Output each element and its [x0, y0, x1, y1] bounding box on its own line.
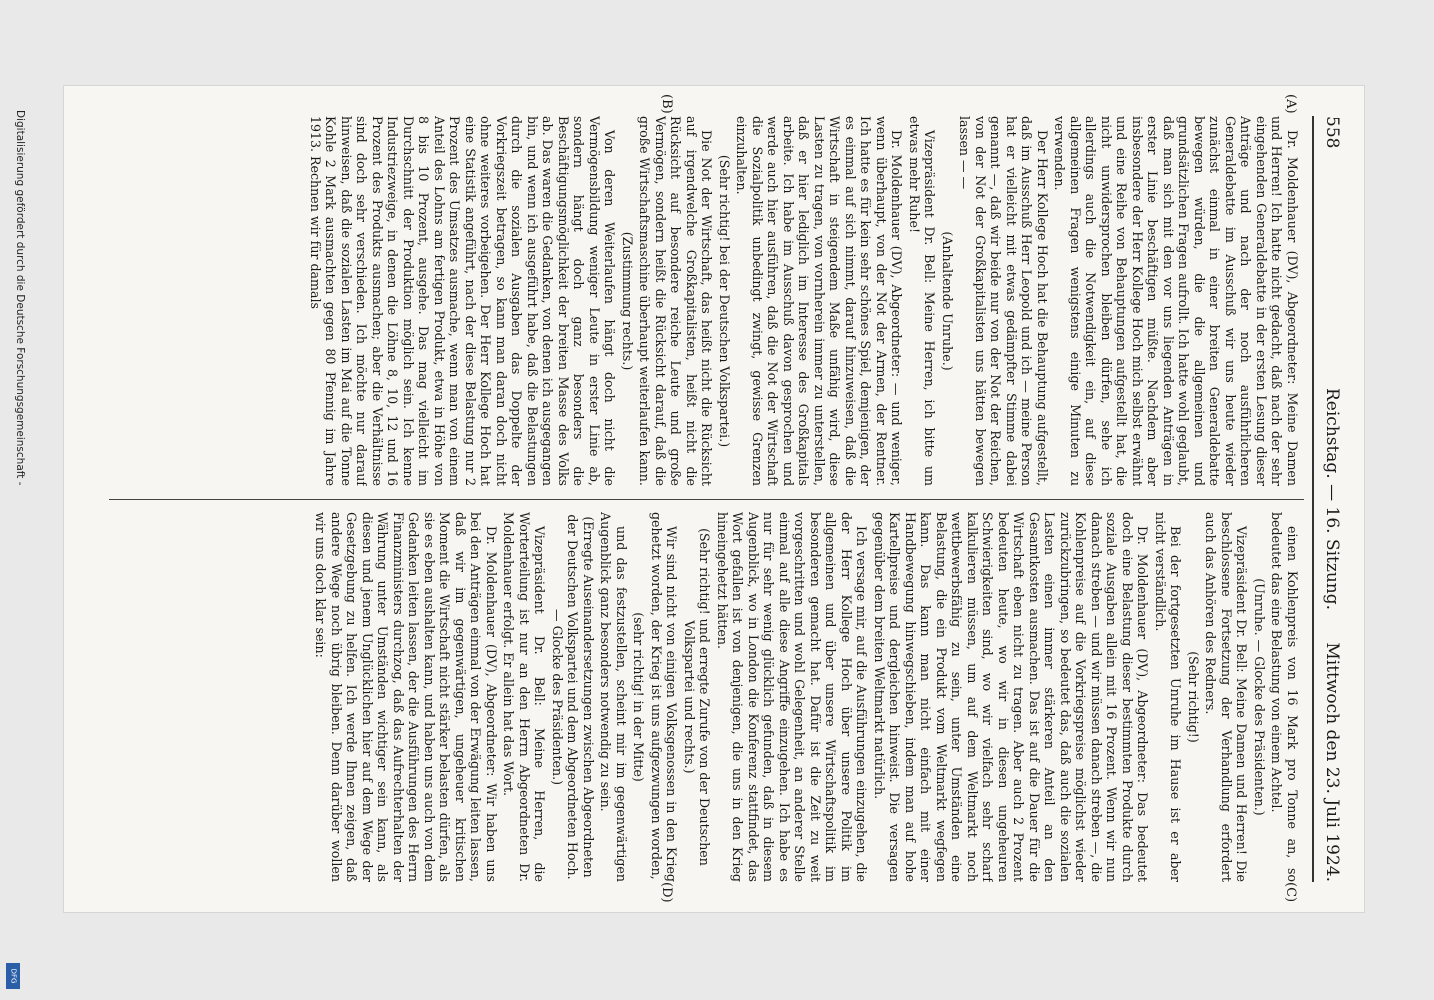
- interjection: (Anhaltende Unruhe.): [940, 231, 955, 371]
- left-column: [100, 116, 1300, 486]
- page-header: [1318, 116, 1346, 882]
- header-title: Reichstag. — 16. Sitzung.: [1322, 387, 1342, 611]
- page-number: 558: [1322, 116, 1342, 149]
- interjection: (Zustimmung rechts.): [620, 231, 635, 371]
- interjection: (sehr richtig! in der Mitte): [631, 612, 647, 782]
- paragraph: Vizepräsident Dr. Bell: Meine Damen und Herren! Die beschlossene Fortsetzung der Verhandlung erfordert auch das Anhören des Redners.: [1203, 512, 1250, 882]
- paragraph: Dr. Moldenhauer (DV), Abgeordneter: Wir haben uns bei den Anträgen einmal von der Erwägung leiten lassen, daß wir im gegenwärtigen, ungeheuer kritischen Moment die Wirtschaft nicht stärker belasten dürfen, als sie es eben aushalten kann, und haben uns auch von dem Gedanken leiten lassen, der die Ausführungen des Herrn Finanzministers durchzog, daß das Aufrechterhalten der Währung unter Umständen wichtiger sein kann, als diesen und jenem Unglücklichen hier auf dem Wege der Gesetzgebung zu helfen. Ich werde Ihnen zeigen, daß andere Wege noch übrig bleiben. Denn darüber wollen wir uns doch klar sein:: [313, 512, 499, 882]
- paragraph: Dr. Moldenhauer (DV), Abgeordneter: — und weniger, wenn überhaupt, von der Not der Armen, der Rentner. Ich hatte es für kein sehr schönes Spiel, demjenigen, der es einmal auf sich nimmt, darauf hinzuweisen, daß die Wirtschaft in steigendem Maße unfähig wird, diese Lasten zu tragen, von vornherein immer zu unterstellen, daß er hier lediglich im Interesse des Großkapitals arbeite. Ich habe im Ausschuß davon gesprochen und werde auch hier ausführen, daß die Not der Wirtschaft die Sozialpolitik unbedingt zwingt, gewisse Grenzen einzuhalten.: [734, 116, 905, 486]
- margin-mark-a: (A): [1283, 94, 1298, 114]
- paragraph: Dr. Moldenhauer (DV), Abgeordneter: Das bedeutet doch eine Belastung dieser bestimmten Produkte durch soziale Ausgaben allein mit 16 Prozent. Wenn wir nun danach streben — und wir müssen danach streben —, die Kohlenpreise auf die Vorkriegspreise möglichst wieder zurückzubringen, so bedeutet das, daß auch die sozialen Lasten einen immer stärkeren Anteil an den Gesamtkosten ausmachen. Das ist auf die Dauer für die Wirtschaft eben nicht zu tragen. Aber auch 2 Prozent bedeuten heute, wo wir in diesen ungeheuren Schwierigkeiten sind, wo wir vielfach sehr scharf kalkulieren müssen, um auf dem Weltmarkt noch wettbewerbsfähig zu sein, unter Umständen eine Belastung, die ein Produkt vom Weltmarkt wegfegen kann. Das kann man nicht einfach mit einer Handbewegung hinwegschieben, indem man auf hohe Kartellpreise und dergleichen hinweist. Die versagen gegenüber dem breiten Weltmarkt natürlich.: [872, 512, 1151, 882]
- interjection: (Unruhe. — Glocke des Präsidenten.): [1252, 578, 1267, 816]
- paragraph: Von deren Weiterlaufen hängt doch nicht die Vermögensbildung weniger Leute in erster Linie ab, sondern hängt doch ganz besonders die Beschäftigungsmöglichkeit der breiten Masse des Volks ab. Das waren die Gedanken, von denen ich ausgegangen bin, und wenn ich ausgeführt habe, daß die Belastungen durch die sozialen Ausgaben das Doppelte der Vorkriegszeit betragen, so kann man daran doch nicht ohne weiteres vorbeigehen. Der Herr Kollege Hoch hat eine Statistik angeführt, nach der diese Belastung nur 2 Prozent des Umsatzes ausmache, wenn man von einem Anteil des Lohns am fertigen Produkt, etwa in Höhe von 8 bis 10 Prozent, ausgehe. Das mag vielleicht im Durchschnitt der Produktion möglich sein. Ich kenne Industriezweige, in denen die Löhne 8, 10, 12 und 16 Prozent des Produkts ausmachen; aber die Verhältnisse sind doch sehr verschieden. Ich möchte nur darauf hinweisen, daß die sozialen Lasten im Mai auf die Tonne Kohle 2 Mark ausmachten gegen 80 Pfennig im Jahre 1913. Rechnen wir für damals: [308, 116, 618, 486]
- paragraph: Vizepräsident Dr. Bell: Meine Herren, die Worterteilung ist nur an den Herrn Abgeordneten Dr. Moldenhauer erfolgt. Er allein hat das Wort.: [501, 512, 548, 882]
- paragraph: Vizepräsident Dr. Bell: Meine Herren, ich bitte um etwas mehr Ruhe!: [907, 116, 938, 486]
- paragraph: Dr. Moldenhauer (DV), Abgeordneter: Meine Damen und Herren! Ich hatte nicht gedacht, daß nach der sehr eingehenden Generaldebatte in der ersten Lesung dieser Anträge und nach der noch ausführlicheren Generaldebatte im Ausschuß wir uns heute wieder zunächst einmal in einer breiten Generaldebatte bewegen würden, die die allgemeinen und grundsätzlichen Fragen aufrollt. Ich hatte wohl geglaubt, daß man sich mit den vor uns liegenden Anträgen in erster Linie beschäftigen müßte. Nachdem aber insbesondere der Herr Kollege Hoch mich selbst erwähnt und eine Reihe von Behauptungen aufgestellt hat, die nicht unwidersprochen bleiben dürfen, sehe ich allerdings auch die Notwendigkeit ein, auf diese allgemeinen Fragen wenigstens einige Minuten zu verwenden.: [1052, 116, 1300, 486]
- digitization-note-text: Digitalisierung gefördert durch die Deutsche Forschungsgemeinschaft -: [14, 110, 26, 486]
- header-date: Mittwoch den 23. Juli 1924.: [1322, 642, 1342, 882]
- paragraph: und das festzustellen, scheint mir im gegenwärtigen Augenblick ganz besonders notwendig zu sein.: [598, 512, 629, 882]
- paragraph: Wir sind nicht von einigen Volksgenossen in den Krieg gehetzt worden, der Krieg ist uns aufgezwungen worden,: [649, 512, 680, 882]
- header-rule: [1312, 116, 1314, 882]
- paragraph: Die Not der Wirtschaft, das heißt nicht die Rücksicht auf irgendwelche Großkapitalisten, heißt nicht die Rücksicht auf besondere reiche Leute und große Vermögen, sondern heißt die Rücksicht darauf, daß die große Wirtschaftsmaschine überhaupt weiterlaufen kann.: [637, 116, 715, 486]
- rotated-page-content: [64, 86, 1364, 912]
- digitization-note: [6, 110, 26, 990]
- document-page: [64, 86, 1364, 912]
- interjection: (Erregte Auseinandersetzungen zwischen Abgeordneten der Deutschen Volkspartei und dem Abgeordneten Hoch. — Glocke des Präsidenten.): [550, 514, 596, 880]
- dfg-logo: [6, 963, 20, 989]
- margin-mark-d: (D): [659, 882, 674, 903]
- interjection: (Sehr richtig!): [1186, 651, 1201, 743]
- paragraph: Ich versage mir, auf die Ausführungen einzugehen, die der Herr Kollege Hoch über unsere Politik im allgemeinen und über unsere Wirtschaftspolitik im besonderen gemacht hat. Dafür ist die Zeit zu weit vorgeschritten und wohl Gelegenheit, an anderer Stelle einmal auf alle diese Angriffe einzugehen. Ich habe es nur für sehr wenig glücklich gefunden, daß in diesem Augenblick, wo in London die Konferenz stattfindet, das Wort gefallen ist von denjenigen, die uns in den Krieg hineingehetzt hätten.: [715, 512, 870, 882]
- margin-mark-b: (B): [659, 94, 674, 114]
- paragraph: Der Herr Kollege Hoch hat die Behauptung aufgestellt, daß im Ausschuß Herr Leopold und ich — meine Person hat er vielleicht mit etwas gedämpfter Stimme dabei genannt —, daß wir beide nur von der Not der Reichen, von der Not der Großkapitalisten uns hätten bewegen lassen — —: [957, 116, 1050, 486]
- interjection: (Sehr richtig! und erregte Zurufe von der Deutschen Volkspartei und rechts.): [682, 528, 713, 866]
- paragraph: Bei der fortgesetzten Unruhe im Hause ist er aber nicht verständlich.: [1153, 512, 1184, 882]
- paragraph: einen Kohlenpreis von 16 Mark pro Tonne an, so bedeutet das eine Belastung von einem Achtel.: [1269, 512, 1300, 882]
- margin-mark-c: (C): [1283, 882, 1298, 903]
- interjection: (Sehr richtig! bei der Deutschen Volkspartei.): [717, 154, 732, 448]
- column-divider: [109, 499, 1304, 500]
- right-column: [100, 512, 1300, 882]
- dfg-logo-text: DFG: [9, 968, 17, 984]
